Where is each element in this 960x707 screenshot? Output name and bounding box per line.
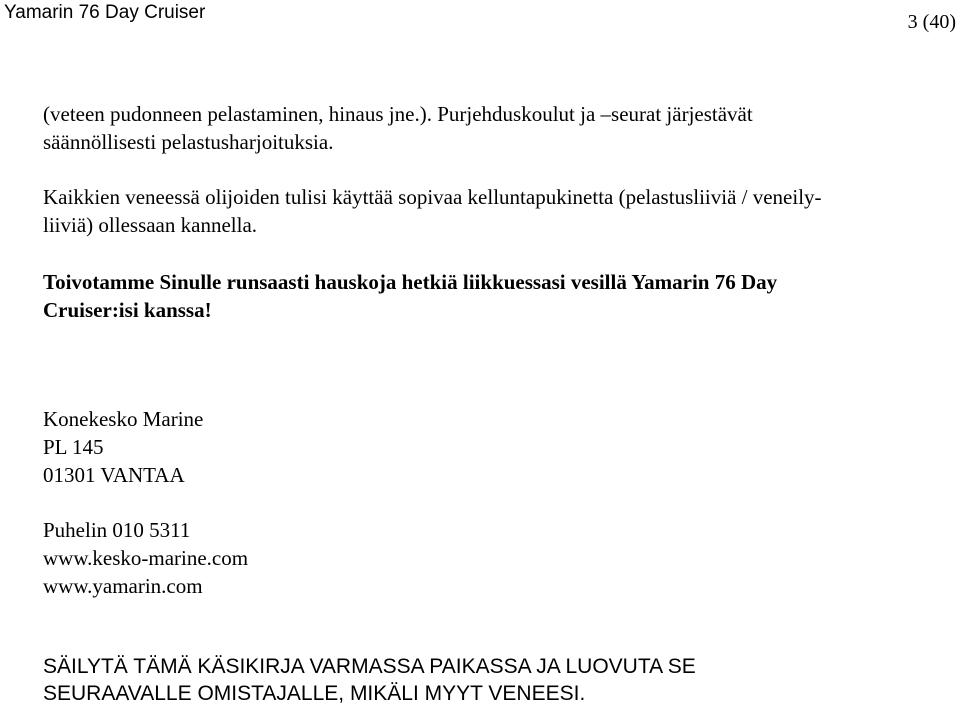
notice-line: SÄILYTÄ TÄMÄ KÄSIKIRJA VARMASSA PAIKASSA JA LUOVUTA SE <box>43 655 696 678</box>
contact-block <box>43 516 248 600</box>
paragraph-line: Toivotamme Sinulle runsaasti hauskoja hetkiä liikkuessasi vesillä Yamarin 76 Day <box>43 270 778 294</box>
po-box: PL 145 <box>43 435 104 459</box>
paragraph-line: liiviä) ollessaan kannella. <box>43 213 258 237</box>
website-link: www.yamarin.com <box>43 574 203 598</box>
paragraph-rescue-training <box>43 100 948 156</box>
paragraph-life-vest <box>43 183 948 239</box>
document-header-title: Yamarin 76 Day Cruiser <box>4 2 206 23</box>
website-link: www.kesko-marine.com <box>43 546 249 570</box>
paragraph-line: Cruiser:isi kanssa! <box>43 298 212 322</box>
paragraph-line: säännöllisesti pelastusharjoituksia. <box>43 130 334 154</box>
address-block <box>43 405 203 489</box>
phone-number: Puhelin 010 5311 <box>43 518 191 542</box>
notice-line: SEURAAVALLE OMISTAJALLE, MIKÄLI MYYT VENEESI. <box>43 682 586 705</box>
paragraph-greeting <box>43 268 948 324</box>
paragraph-line: Kaikkien veneessä olijoiden tulisi käyttää sopivaa kelluntapukinetta (pelastusliiviä / veneily- <box>43 185 822 209</box>
postal-address: 01301 VANTAA <box>43 463 185 487</box>
company-name: Konekesko Marine <box>43 407 204 431</box>
page-number: 3 (40) <box>907 11 956 33</box>
paragraph-line: (veteen pudonneen pelastaminen, hinaus jne.). Purjehduskoulut ja –seurat järjestävät <box>43 102 753 126</box>
keep-manual-notice <box>43 653 696 707</box>
